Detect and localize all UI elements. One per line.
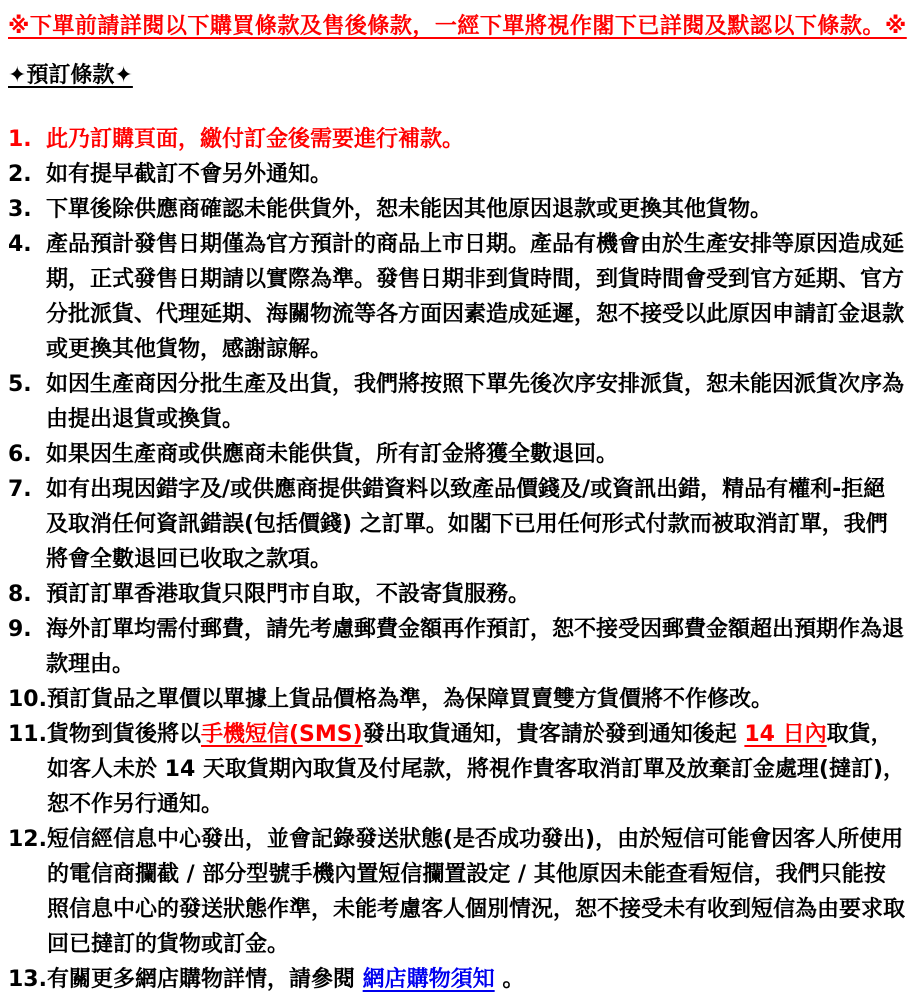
term-number: 4. — [8, 232, 32, 257]
term-segment: 。 — [494, 967, 525, 992]
term-text: 如因生產商因分批生產及出貨，我們將按照下單先後次序安排派貨，恕未能因派貨次序為由提出退貨或換貨。 — [46, 372, 905, 432]
term-text: 預訂貨品之單價以單據上貨品價格為準，為保障買賣雙方貨價將不作修改。 — [46, 687, 773, 712]
pickup-deadline-highlight: 14 日內 — [744, 722, 827, 747]
term-segment: 發出取貨通知，貴客請於發到通知後起 — [362, 722, 745, 747]
term-text: 預訂訂單香港取貨只限門市自取，不設寄貨服務。 — [46, 582, 531, 607]
term-segment: 取貨，如客人未於 14 天取貨期內取貨及付尾款，將視作貴客取消訂單及放棄訂金處理(撻訂)，恕不作另行通知。 — [46, 722, 906, 817]
term-item-6 — [8, 437, 907, 472]
term-text: 海外訂單均需付郵費，請先考慮郵費金額再作預訂，恕不接受因郵費金額超出預期作為退款理由。 — [46, 617, 905, 677]
term-text — [47, 962, 907, 997]
sms-notice-highlight: 手機短信(SMS) — [201, 722, 363, 747]
page-title: ※下單前請詳閱以下購買條款及售後條款，一經下單將視作閣下已詳閱及默認以下條款。※ — [8, 14, 907, 39]
term-item-8 — [8, 577, 907, 612]
term-number: 12. — [8, 827, 47, 852]
term-item-3 — [8, 192, 907, 227]
term-item-5 — [8, 367, 907, 437]
term-item-11 — [8, 717, 907, 822]
term-number: 5. — [8, 372, 32, 397]
term-item-2 — [8, 157, 907, 192]
term-item-9 — [8, 612, 907, 682]
term-text: 如果因生產商或供應商未能供貨，所有訂金將獲全數退回。 — [46, 442, 619, 467]
term-number: 7. — [8, 477, 32, 502]
section-heading: ✦預訂條款✦ — [8, 63, 133, 88]
term-number: 13. — [8, 967, 47, 992]
term-number: 3. — [8, 197, 32, 222]
term-item-7 — [8, 472, 907, 577]
term-text: 如有出現因錯字及/或供應商提供錯資料以致產品價錢及/或資訊出錯，精品有權利-拒絕及取消任何資訊錯誤(包括價錢) 之訂單。如閣下已用任何形式付款而被取消訂單，我們將會全數退回已收取之款項。 — [46, 477, 888, 572]
term-text: 此乃訂購頁面，繳付訂金後需要進行補款。 — [46, 127, 465, 152]
term-number: 2. — [8, 162, 32, 187]
section-heading-row — [8, 62, 907, 106]
term-number: 8. — [8, 582, 32, 607]
terms-list — [8, 122, 907, 997]
term-text: 下單後除供應商確認未能供貨外，恕未能因其他原因退款或更換其他貨物。 — [46, 197, 773, 222]
term-text: 短信經信息中心發出，並會記錄發送狀態(是否成功發出)，由於短信可能會因客人所使用的電信商攔截 / 部分型號手機內置短信攔置設定 / 其他原因未能查看短信，我們只能按照信息中心的發送狀態作準，未能考慮客人個別情況，恕不接受未有收到短信為由要求取回已撻訂的貨物或訂金。 — [46, 827, 905, 957]
term-item-4 — [8, 227, 907, 367]
term-segment: 有關更多網店購物詳情，請參閱 — [46, 967, 363, 992]
term-item-1 — [8, 122, 907, 157]
term-item-12 — [8, 822, 907, 962]
shop-notice-link[interactable]: 網店購物須知 — [362, 967, 495, 992]
term-segment: 貨物到貨後將以 — [46, 722, 201, 747]
term-number: 1. — [8, 127, 32, 152]
term-item-13 — [8, 962, 907, 997]
term-number: 6. — [8, 442, 32, 467]
term-text: 如有提早截訂不會另外通知。 — [46, 162, 333, 187]
term-number: 11. — [8, 722, 47, 747]
term-number: 9. — [8, 617, 32, 642]
term-text — [47, 717, 907, 822]
term-text: 產品預計發售日期僅為官方預計的商品上市日期。產品有機會由於生產安排等原因造成延期，正式發售日期請以實際為準。發售日期非到貨時間，到貨時間會受到官方延期、官方分批派貨、代理延期、海關物流等各方面因素造成延遲，恕不接受以此原因申請訂金退款或更換其他貨物，感謝諒解。 — [46, 232, 905, 362]
term-number: 10. — [8, 687, 47, 712]
term-item-10 — [8, 682, 907, 717]
